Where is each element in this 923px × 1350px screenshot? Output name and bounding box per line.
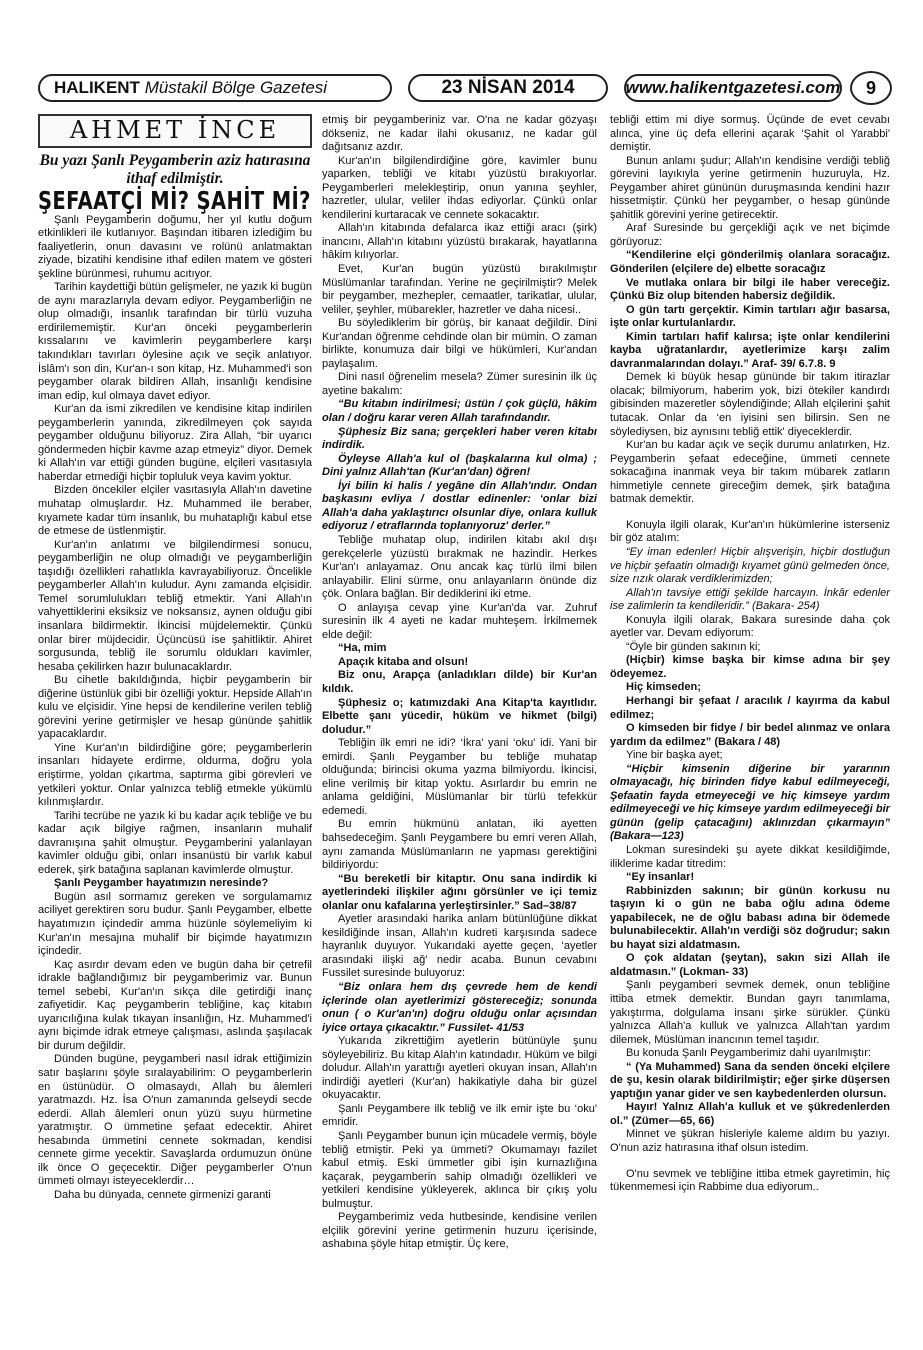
paragraph: “Ey insanlar!: [626, 871, 695, 884]
paragraph: Bizden öncekiler elçiler vasıtasıyla Allah'ın davetine muhatap olmuşlardır. Hz. Muhammed ile beraber, kıyamete kadar tüm insanlık, bu muhataplığı kabul etse de etmese de üstlenmiştir.: [38, 484, 312, 538]
paragraph: Hayır! Yalnız Allah'a kulluk et ve şükredenlerden ol.” (Zümer—65, 66): [610, 1101, 890, 1127]
column-2-body: [322, 114, 597, 1252]
paragraph: Kaç asırdır devam eden ve bugün daha bir çetrefil idrakle bağlandığımız bir peygamberimiz var. Bunun temel sebebi, Kur'an'ın sıkça dile getirdiği inanç zafiyetidir. Kaç peygamberin tebliğine, kaç kitabın uyarıcılığına kulak tıkayan insanlığın, Hz. Muhammed'i aynı biçimde idrak etmeye çalışması, aslında şaşılacak bir durum değildir.: [38, 958, 312, 1052]
column-3: [610, 114, 890, 1195]
paragraph: Kur'an bu kadar açık ve seçik durumu anlatırken, Hz. Peygamberin şefaat edeceğine, ümmeti cennete sokacağına inanmak veya bir takım mübarek zatların himmetiyle cennete gireceğim demek, şirk batağına batmak demektir.: [610, 439, 890, 506]
paragraph: Evet, Kur'an bugün yüzüstü bırakılmıştır Müslümanlar tarafından. Yerine ne geçirilmiştir? Melek bir peygamber, mezhepler, cemaatler, tarikatlar, ulular, veliler, şeyhler, mübarekler, hazretler ve daha nicesi..: [322, 263, 597, 316]
paragraph: “Bu kitabın indirilmesi; üstün / çok güçlü, hâkim olan / doğru karar veren Allah tarafındandır.: [322, 398, 597, 425]
paper-name-pill: [38, 74, 392, 102]
paragraph: Bu söylediklerim bir görüş, bir kanaat değildir. Dini Kur'andan öğrenme cehdinde olan bir mümin. O zaman birlikte, konumuza dair bilgi ve hükümleri, Kur'andan paylaşalım.: [322, 317, 597, 370]
paragraph: Hiç kimseden;: [626, 681, 701, 694]
column-1-body: [38, 214, 312, 1203]
paragraph: Bu emrin hükmünü anlatan, iki ayetten bahsedeceğim. Şanlı Peygambere bu emri veren Allah, aynı zamanda Müslümanların ne yapması gerektiğini bildiriyordu:: [322, 818, 597, 872]
paragraph: O'nu sevmek ve tebliğine ittiba etmek gayretimin, hiç tükenmemesi için Rabbime dua ediyorum..: [610, 1167, 890, 1194]
paragraph: “Bu bereketli bir kitaptır. Onu sana indirdik ki ayetlerindeki ilişkiler ağını görsünler ve içi temiz olanlar onu kafalarına yerleştirsinler.” Sad–38/87: [322, 872, 597, 912]
author-banner: [38, 114, 312, 148]
paragraph: Tebliğe muhatap olup, indirilen kitabı akıl dışı gerekçelerle yüzüstü bırakmak ne hazindir. Herkes Kur'an'ı anlayamaz. Onu ancak kaç türlü ilmi bilen anlayabilir. Elini sürme, onu anlayanların önünde diz çök. Onlara bağlan. Bir dediklerini iki etme.: [322, 533, 597, 601]
paragraph: Allah'ın tavsiye ettiği şekilde harcayın. İnkâr edenler ise zalimlerin ta kendileridir.” (Bakara- 254): [610, 586, 890, 613]
paragraph: (Hiçbir) kimse başka bir kimse adına bir şey ödeyemez.: [610, 654, 890, 680]
paragraph: İyi bilin ki halis / yegâne din Allah'ındır. Ondan başkasını evliya / dostlar edinenler: ‘onlar bizi Allah'a daha yaklaştırıcı olsunlar diye, onlara kulluk ediyoruz / etraflarında toplanıyoruz' derler.”: [322, 479, 597, 533]
paragraph: “ (Ya Muhammed) Sana da senden önceki elçilere de şu, kesin olarak bildirilmiştir; eğer şirke düşersen yaptığın yanar gider ve sen kaybedenlerden olursun.: [610, 1060, 890, 1100]
paragraph: Rabbinizden sakının; bir günün korkusu nu taşıyın ki o gün ne baba oğlu adına ödeme yapabilecek, ne de oğlu babası adına bir ödemede bulunabilecektir. Allah'ın verdiği söz doğrudur; sakın bu hayat sizi aldatmasın.: [610, 884, 890, 951]
paragraph: Öyleyse Allah'a kul ol (başkalarına kul olma) ; Dini yalnız Allah'tan (Kur'an'dan) öğren!: [322, 452, 597, 479]
paragraph: Şanlı Peygamberin doğumu, her yıl kutlu doğum etkinlikleri ile kutlanıyor. Başından itibaren izlediğim bu faaliyetlerin, onun davasını ve rolünü anlatmaktan ziyade, bizatihi kendisine ithaf edilen matem ve gösteri şekline bürünmesi, ruhumu acıtıyor.: [38, 213, 312, 280]
paragraph: Minnet ve şükran hisleriyle kaleme aldım bu yazıyı. O'nun aziz hatırasına ithaf olsun istedim.: [610, 1128, 890, 1155]
paragraph: [610, 507, 890, 519]
paper-subtitle: Müstakil Bölge Gazetesi: [144, 78, 328, 97]
paragraph: Kur'an'ın bilgilendirdiğine göre, kavimler bunu yaparken, tebliği ve kitabı yüzüstü bırakıyorlar. Peygamberleri melekleştirip, onun yanına şeyhler, hazretler, ulular, veliler ihdas ediyorlar. Çünkü onlar kendilerini kurtaracak ve cennete sokacaktır.: [322, 154, 597, 221]
paper-name: HALIKENT: [54, 78, 140, 97]
paragraph: “Ha, mim: [338, 642, 387, 655]
paragraph: O çok aldatan (şeytan), sakın sizi Allah ile aldatmasın.” (Lokman- 33): [610, 952, 890, 978]
paragraph: Bu konuda Şanlı Peygamberimiz dahi uyarılmıştır:: [626, 1047, 871, 1060]
paragraph: “Ey iman edenler! Hiçbir alışverişin, hiçbir dostluğun ve hiçbir şefaatin olmadığı kıyamet günü gelmeden önce, size rızık olarak verdiklerimizden;: [610, 545, 890, 586]
paragraph: Şüphesiz o; katımızdaki Ana Kitap'ta kayıtlıdır. Elbette şanı yücedir, hüküm ve hikmet (bilgi) doludur.”: [322, 696, 597, 736]
dedication: Bu yazı Şanlı Peygamberin aziz hatırasına ithaf edilmiştir.: [39, 152, 311, 187]
column-1: [38, 114, 312, 1202]
paragraph: Yukarıda zikrettiğim ayetlerin bütünüyle şunu söyleyebiliriz. Bu kitap Alah'ın katındadır. Hüküm ve bilgi doludur. Allah'ın yarattığı ayetleri okuyan insan, Allah'ın indirdiği ayetleri (Kur'an) hakikatiyle daha bir güzel okuyacaktır.: [322, 1035, 597, 1102]
author-name: AHMET İNCE: [69, 116, 281, 145]
column-3-body: [610, 114, 890, 1195]
column-2: [322, 114, 597, 1252]
paragraph: O kimseden bir fidye / bir bedel alınmaz ve onlara yardım da edilmez” (Bakara / 48): [610, 722, 890, 748]
paragraph: Bunun anlamı şudur; Allah'ın kendisine verdiği tebliğ görevini layıkıyla yerine getirmenin huzuruyla, Hz. Peygamber ahiret gününün duruşmasında kendini hazır hissetmiştir. Çünkü her peygamber, o hesap gününde şahitlik görevini yerine getirecektir.: [610, 154, 890, 221]
paragraph: etmiş bir peygamberiniz var. O'na ne kadar gözyaşı dökseniz, ne kadar ilahi okusanız, ne kadar gül dağıtsanız azdır.: [322, 114, 597, 154]
paragraph: Ayetler arasındaki harika anlam bütünlüğüne dikkat kesildiğinde insan, Allah'ın kudreti karşısında sadece hayranlık duyuyor. Yukarıdaki ayette geçen, ‘ayetler arasındaki ilişki ağ' nedir acaba. Bunun cevabını Fussilet suresinde buluyoruz:: [322, 913, 597, 980]
website-url[interactable]: www.halikentgazetesi.com: [624, 74, 842, 102]
page-header: [30, 70, 896, 108]
paragraph: Ve mutlaka onlara bir bilgi ile haber vereceğiz. Çünkü Biz olup bitenden habersiz değildik.: [610, 276, 890, 303]
paragraph: O gün tartı gerçektir. Kimin tartıları ağır basarsa, işte onlar kurtulanlardır.: [610, 303, 890, 330]
paragraph: Şanlı Peygamber bunun için mücadele vermiş, böyle tebliğ etmiştir. Peki ya ümmeti? Okumamayı fazilet kabul etmiş. Eski ümmetler gibi işin kurnazlığına kaçarak, peygamberin sahip olmadığı özellikleri ve yetkileri kendisine yükleyerek, aklınca bir çıkış yolu bulmuştur.: [322, 1130, 597, 1210]
paragraph: Şanlı Peygambere ilk tebliğ ve ilk emir işte bu ‘oku' emridir.: [322, 1102, 597, 1129]
paragraph: [610, 1156, 890, 1168]
paragraph: Araf Suresinde bu gerçekliği açık ve net biçimde görüyoruz:: [610, 222, 890, 248]
paragraph: Kur'an'ın anlatımı ve bilgilendirmesi sonucu, peygamberliğin ne olup olmadığı ve peygamberliğin taşıdığı özellikleri rahatlıkla kavrayabiliyoruz. Öncelikle peygamberler Allah'ın kuludur. Aynı zamanda elçisidir. Temel sorumlulukları tebliğ etmektir. Yani Allah'ın vahyettiklerini eksiksiz ve noksansız, aynen olduğu gibi insanlara bildirmektir. İkincisi müjdelemektir. Çünkü onlar birer müjdecidir. Üçüncüsü ise şahitliktir. Ahiret sorgusunda, tebliğ ile sorumlu oldukları kavimler, hesaba çekilirken hazır bulunacaklardır.: [38, 538, 312, 673]
paragraph: Yine bir başka ayet;: [626, 749, 723, 762]
paragraph: Şüphesiz Biz sana; gerçekleri haber veren kitabı indirdik.: [322, 425, 597, 452]
article-title: ŞEFAATÇİ Mİ? ŞAHİT Mİ?: [38, 186, 311, 215]
paragraph: Yine Kur'an'ın bildirdiğine göre; peygamberlerin insanları hidayete erdirme, oldurma, doğru yola eriştirme, yoldan çıkartma, saptırma gibi görevleri ve yetkileri yoktur. Onlar yalnızca tebliğ etmekle yükümlü kılınmışlardır.: [38, 741, 312, 809]
paragraph: Tarihin kaydettiği bütün gelişmeler, ne yazık ki bugün de aynı marazlarıyla devam ediyor. Peygamberliğin ne olup olmadığı, insanlık tarafından bir türlü vuzuha erdirilememiştir. Kur'an önceki peygamberlerin kıssalarını ve kavimlerin peygamberlere karşı takındıkları tavırları öylesine açık ve seçik anlatıyor. İslâm'ı son din, Kur'an-ı son kitap, Hz. Muhammed'i son peygamber olarak bildiren Allah, insanlığı kendisine iman edip, kul olmaya davet ediyor.: [38, 281, 312, 402]
paragraph: Dünden bugüne, peygamberi nasıl idrak ettiğimizin satır başlarını şöyle sıralayabilirim: O peygamberlerin en üstünüdür. O olmasaydı, Allah bu âlemleri yaratmazdı. Hz. İsa O'nun zamanında gelseydi secde ederdi. Allah âlemleri onun yüzü suyu hürmetine yaratmıştır. O ümmetine şefaat edecektir. Ahiret hesabında ümmetini cennete sokmadan, kendisi cennete girme yecektir. Savaşlarda ordumuzun önüne ilk önce O geçecektir. Diğer peygamberler O'nun ümmeti olmayı isteyeceklerdir…: [38, 1053, 312, 1188]
paragraph: O anlayışa cevap yine Kur'an'da var. Zuhruf suresinin ilk 4 ayeti ne kadar muhteşem. İrkilmemek elde değil:: [322, 601, 597, 641]
paragraph: Biz onu, Arapça (anladıkları dilde) bir Kur'an kıldık.: [322, 669, 597, 695]
issue-date: 23 NİSAN 2014: [408, 74, 608, 102]
paragraph: Peygamberimiz veda hutbesinde, kendisine verilen elçilik görevini yerine getirmenin huzuru içerisinde, ashabına şöyle hitap etmiştir. Üç kere,: [322, 1211, 597, 1251]
paragraph: “Biz onlara hem dış çevrede hem de kendi içlerinde olan ayetlerimizi göstereceğiz; sonunda onun ( o Kur'an'ın) doğru olduğu onlar açısından iyice ortaya çıkacaktır.” Fussilet- 41/53: [322, 981, 597, 1034]
paragraph: Herhangi bir şefaat / aracılık / kayırma da kabul edilmez;: [610, 694, 890, 721]
paragraph: tebliği ettim mi diye sormuş. Üçünde de evet cevabı alınca, yine üç defa ellerini açarak ‘Şahit ol Yarabbi' demiştir.: [610, 114, 890, 154]
paragraph: Dini nasıl öğrenelim mesela? Zümer suresinin ilk üç ayetine bakalım:: [322, 371, 597, 397]
paragraph: Allah'ın kitabında defalarca ikaz ettiği aracı (şirk) inancını, Allah'ın kitabını yüzüstü bırakarak, hayatlarına hâkim kılıyorlar.: [322, 222, 597, 262]
paragraph: “Hiçbir kimsenin diğerine bir yararının olmayacağı, hiç birinden fidye kabul edilmeyeceği, Şefaatin fayda etmeyeceği ve hiç kimseye yardım edilmeyeceği ve hiç kimseye yardım edilmeyeceği bir günün (gelip çatacağını) aklınızdan çıkarmayın” (Bakara—123): [610, 762, 890, 843]
paragraph: Kur'an da ismi zikredilen ve kendisine kitap indirilen peygamberlerin yanında, zikredilmeyen çok sayıda peygamber olduğunu biliyoruz. Zira Allah, “bir uyarıcı göndermeden hiçbir kavme azap etmeyiz” diyor. Demek ki Allah'ın var ettiği günden bugüne, elçileri vasıtasıyla haberdar etmediği hiçbir topluluk veya kavim yoktur.: [38, 403, 312, 483]
paragraph: Tarihi tecrübe ne yazık ki bu kadar açık tebliğe ve bu kadar açık bilgiye rağmen, insanların muhalif davranışına şahit olmuştur. Peygamberini yalanlayan kavimler olduğu gibi, onları insanüstü bir varlık kabul ederek, şirk batağına saplanan kavimlerde olmuştur.: [38, 809, 312, 876]
paragraph: Bugün asıl sormamız gereken ve sorgulamamız aciliyet gerektiren soru budur. Şanlı Peygamber, elbette hayatımızın içindedir amma hüzünle söylemeliyim ki Kur'an'ın mesajına muhalif bir biçimde hayatımızın içindedir.: [38, 890, 312, 958]
paragraph: Şanlı peygamberi sevmek demek, onun tebliğine ittiba etmek demektir. Bundan gayrı tanımlama, yakıştırma, dolgulama insanı şirke sürükler. Çünkü yalnızca Allah'a kulluk ve yalnızca Allah'tan yardım dilemek, Müslüman inancının temel taşıdır.: [610, 979, 890, 1046]
paragraph: Lokman suresindeki şu ayete dikkat kesildiğimde, iliklerime kadar titredim:: [610, 843, 890, 870]
paragraph: “Kendilerine elçi gönderilmiş olanlara soracağız. Gönderilen (elçilere de) elbette soracağız: [610, 249, 890, 276]
paragraph: “Öyle bir günden sakının ki;: [626, 640, 761, 653]
paragraph: Demek ki büyük hesap gününde bir takım itirazlar olacak; bilmiyorum, haberim yok, bizi ötekiler kandırdı gibisinden mazeretler söylendiğinde; Allah elçilerini şahit tutacak. Onlar da ‘en iyisini sen bilirsin. Sen ne söylediysen, biz aynısını tebliğ ettik' diyeceklerdir.: [610, 371, 890, 438]
paragraph: Tebliğin ilk emri ne idi? ‘İkra' yani ‘oku' idi. Yani bir emirdi. Şanlı Peygamber bu tebliğe muhatap olduğunda; birincisi okuma yazma bilmiyordu. İkincisi, eline verilmiş bir kitap yoktu. Asırlardır bu emrin ne anlama geldiğini, Müslümanlar bir türlü tefekkür edemedi.: [322, 737, 597, 817]
paragraph: Apaçık kitaba and olsun!: [338, 655, 469, 668]
paragraph: Şanlı Peygamber hayatımızın neresinde?: [54, 877, 269, 890]
paragraph: Bu cihetle bakıldığında, hiçbir peygamberin bir diğerine üstünlük gibi bir özelliği yoktur. Hepside Allah'ın kulu ve elçisidir. Yine hepsi de kendilerine verilen tebliğ görevini yerine getirmişler ve hesap gününde şahitlik yapacaklardır.: [38, 674, 312, 741]
paragraph: Kimin tartıları hafif kalırsa; işte onlar kendilerini kayba uğratanlardır, ayetlerimize karşı zalim davranmalarından dolayı.” Araf- 39/ 6.7.8. 9: [610, 330, 890, 370]
page-number: 9: [850, 71, 892, 105]
paragraph: Daha bu dünyada, cennete girmenizi garanti: [54, 1188, 271, 1201]
paragraph: Konuyla ilgili olarak, Kur'an'ın hükümlerine isterseniz bir göz atalım:: [610, 518, 890, 545]
paragraph: Konuyla ilgili olarak, Bakara suresinde daha çok ayetler var. Devam ediyorum:: [610, 613, 890, 640]
